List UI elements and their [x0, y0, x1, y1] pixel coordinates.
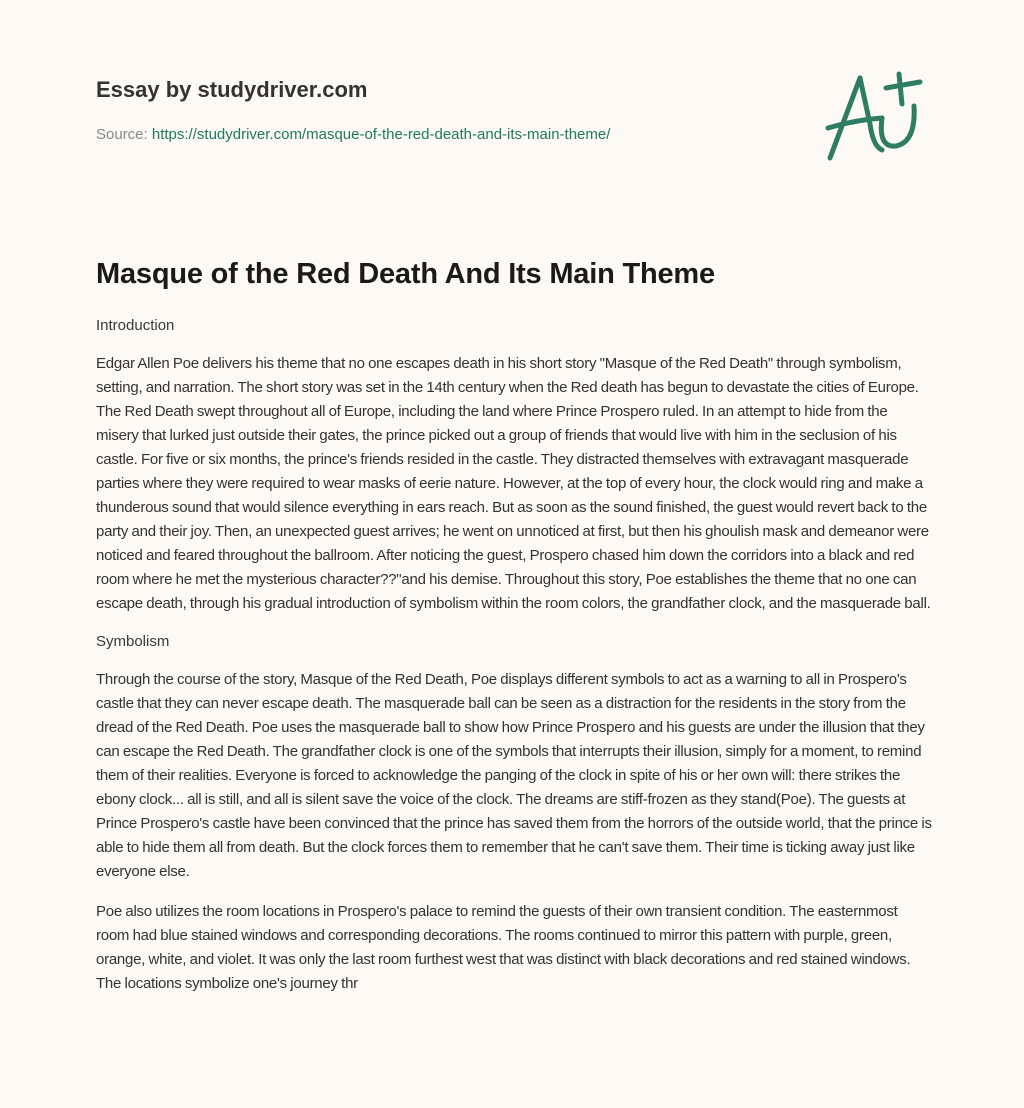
page-title: Masque of the Red Death And Its Main Theme [96, 258, 715, 290]
section-heading-introduction: Introduction [96, 317, 175, 334]
source-label: Source: [96, 126, 148, 143]
essay-content [96, 252, 932, 996]
site-title: Essay by studydriver.com [96, 77, 368, 102]
source-line [96, 124, 796, 146]
paragraph: Through the course of the story, Masque of the Red Death, Poe displays different symbols to act as a warning to all in Prospero's castle that they can never escape death. The masquerade ball can be seen as a distraction for the residents in the story from the dread of the Red Death. Poe uses the masquerade ball to show how Prince Prospero and his guests are under the illusion that they can escape the Red Death. The grandfather clock is one of the symbols that interrupts their illusion, simply for a moment, to remind them of their realities. Everyone is forced to acknowledge the panging of the clock in spite of his or her own will: there strikes the ebony clock... all is still, and all is silent save the voice of the clock. The dreams are stiff-frozen as they stand(Poe). The guests at Prince Prospero's castle have been convinced that the prince has saved them from the horrors of the outside world, that the prince is able to hide them all from death. But the clock forces them to remember that he can't save them. Their time is ticking away just like everyone else. [96, 671, 932, 880]
a-plus-grade-icon [820, 66, 930, 166]
site-header [96, 74, 796, 146]
paragraph: Edgar Allen Poe delivers his theme that no one escapes death in his short story "Masque of the Red Death" through symbolism, setting, and narration. The short story was set in the 14th century when the Red death has begun to devastate the cities of Europe. The Red Death swept throughout all of Europe, including the land where Prince Prospero ruled. In an attempt to hide from the misery that lurked just outside their gates, the prince picked out a group of friends that would live with him in the seclusion of his castle. For five or six months, the prince's friends resided in the castle. They distracted themselves with extravagant masquerade parties where they were required to wear masks of eerie nature. However, at the top of every hour, the clock would ring and make a thunderous sound that would silence everything in ears reach. But as soon as the sound finished, the guest would revert back to the party and their joy. Then, an unexpected guest arrives; he went on unnoticed at first, but then his ghoulish mask and demeanor were noticed and feared throughout the ballroom. After noticing the guest, Prospero chased him down the corridors into a black and red room where he met the mysterious character??"and his demise. Throughout this story, Poe establishes the theme that no one can escape death, through his gradual introduction of symbolism within the room colors, the grandfather clock, and the masquerade ball. [96, 355, 931, 612]
section-heading-symbolism: Symbolism [96, 633, 170, 650]
paragraph: Poe also utilizes the room locations in Prospero's palace to remind the guests of their own transient condition. The easternmost room had blue stained windows and corresponding decorations. The rooms continued to mirror this pattern with purple, green, orange, white, and violet. It was only the last room furthest west that was distinct with black decorations and red stained windows. The locations symbolize one's journey thr [96, 903, 911, 992]
source-link[interactable]: https://studydriver.com/masque-of-the-red-death-and-its-main-theme/ [151, 126, 611, 143]
